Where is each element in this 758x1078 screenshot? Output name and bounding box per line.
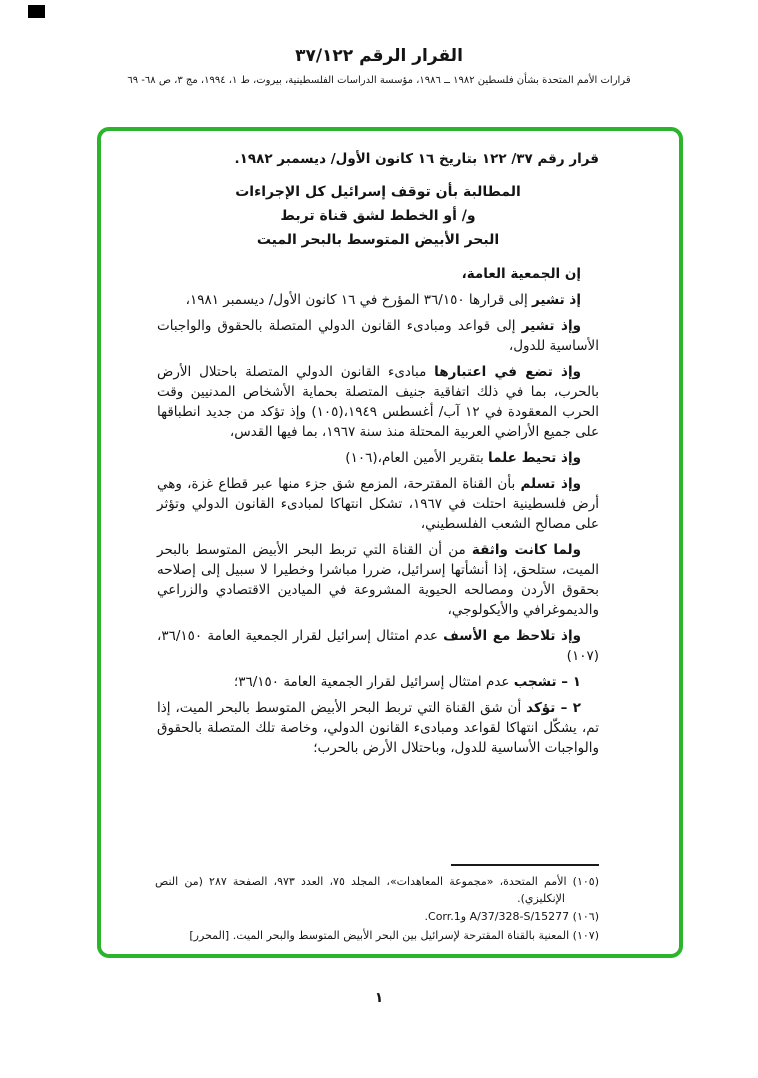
paragraph: [157, 474, 599, 534]
paragraph-text: من أن القناة التي تربط البحر الأبيض المتوسط بالبحر الميت، ستلحق، إذا أنشأتها إسرائيل، ضررا مباشرا وخطيرا لا سبيل إلى إصلاحه بحقوق الأردن ومصالحه الحيوية المشروعة في الميادين الاقتصادي والزراعي والديموغرافي والأيكولوجي،: [157, 542, 599, 618]
paragraph-lead: ٢ – تؤكد: [526, 700, 581, 716]
resolution-title-line: البحر الأبيض المتوسط بالبحر الميت: [256, 232, 500, 248]
paragraph-lead: وإذ تسلم: [520, 476, 581, 492]
paragraph-text: مبادىء القانون الدولي المتصلة باحتلال الأرض بالحرب، بما في ذلك اتفاقية جنيف المتصلة بحماية الأشخاص المدنيين وقت الحرب المعقودة في ١٢ آب/ أغسطس ١٩٤٩،(١٠٥) وإذ تؤكد من جديد انطباقها على جميع الأراضي العربية المحتلة منذ سنة ١٩٦٧، بما فيها القدس،: [157, 364, 599, 440]
paragraph-text: أن شق القناة التي تربط البحر الأبيض المتوسط بالبحر الميت، إذا تم، يشكّل انتهاكا لقواعد ومبادىء القانون الدولي، وخاصة تلك المتصلة بالحقوق والواجبات الأساسية للدول، وباحتلال الأرض بالحرب؛: [157, 700, 599, 756]
paragraph-lead: ١ – تشجب: [513, 674, 581, 690]
page-header: [0, 46, 758, 86]
paragraph-text: إلى قرارها ٣٦/١٥٠ المؤرخ في ١٦ كانون الأول/ ديسمبر ١٩٨١،: [185, 292, 533, 308]
document-frame: [97, 127, 683, 958]
resolution-date-line: قرار رقم ٣٧/ ١٢٢ بتاريخ ١٦ كانون الأول/ ديسمبر ١٩٨٢.: [234, 151, 599, 167]
paragraph-text: عدم امتثال إسرائيل لقرار الجمعية العامة ٣٦/١٥٠؛: [233, 674, 514, 690]
paragraph: [157, 626, 599, 666]
header-subtitle: قرارات الأمم المتحدة بشأن فلسطين ١٩٨٢ ــ ١٩٨٦، مؤسسة الدراسات الفلسطينية، بيروت، ط ١، ١٩٩٤، مج ٣، ص ٦٨- ٦٩: [127, 75, 631, 86]
paragraph-lead: إن الجمعية العامة،: [461, 266, 581, 282]
paragraph: [157, 540, 599, 620]
document-body: [157, 149, 599, 758]
footnote-text: A/37/328-S/15277 وCorr.1.: [424, 910, 570, 923]
header-title: القرار الرقم ٣٧/١٢٢: [295, 46, 463, 66]
resolution-title-line: المطالبة بأن توقف إسرائيل كل الإجراءات: [235, 184, 521, 200]
paragraph-lead: وإذ تضع في اعتبارها: [434, 364, 581, 380]
footnote-number: (١٠٥): [572, 875, 599, 888]
paragraph-lead: وإذ تحيط علما: [488, 450, 581, 466]
footnote: [155, 909, 599, 926]
paragraph-text: بتقرير الأمين العام،(١٠٦): [345, 450, 489, 466]
paragraph: [157, 316, 599, 356]
paragraph-lead: وإذ تلاحظ مع الأسف: [443, 628, 581, 644]
footnote-number: (١٠٦): [572, 910, 599, 923]
paragraph-lead: إذ تشير: [532, 292, 581, 308]
footnote-block: [155, 864, 599, 946]
paragraph: [157, 362, 599, 442]
footnote-text: المعنية بالقناة المقترحة لإسرائيل بين البحر الأبيض المتوسط والبحر الميت. [المحرر]: [189, 928, 570, 942]
paragraph-lead: ولما كانت واثقة: [471, 542, 581, 558]
paragraph: [157, 672, 599, 692]
footnote: [155, 928, 599, 945]
footnotes: [155, 874, 599, 944]
paragraph-text: بأن القناة المقترحة، المزمع شق جزء منها عبر قطاع غزة، وهي أرض فلسطينية احتلت في ١٩٦٧، تشكل انتهاكا لمبادىء القانون الدولي وتؤثر على مصالح الشعب الفلسطيني،: [157, 476, 599, 532]
footnote: [155, 874, 599, 907]
footnote-text: الأمم المتحدة، «مجموعة المعاهدات»، المجلد ٧٥، العدد ٩٧٣، الصفحة ٢٨٧ (من النص الإنكليزي).: [155, 875, 567, 905]
resolution-title: [157, 180, 599, 252]
corner-mark: [28, 5, 45, 18]
paragraph-lead: وإذ تشير: [521, 318, 581, 334]
paragraph: [157, 448, 599, 468]
paragraph: [157, 290, 599, 310]
page-number: ١: [374, 990, 384, 1006]
paragraph: [157, 698, 599, 758]
paragraph: [157, 264, 599, 284]
resolution-title-line: و/ أو الخطط لشق قناة تربط: [280, 208, 476, 224]
footnote-number: (١٠٧): [572, 928, 599, 942]
paragraph-text: إلى قواعد ومبادىء القانون الدولي المتصلة بالحقوق والواجبات الأساسية للدول،: [157, 318, 599, 354]
footnote-rule: [451, 864, 599, 866]
paragraph-text: عدم امتثال إسرائيل لقرار الجمعية العامة ٣٦/١٥٠،(١٠٧): [157, 628, 599, 664]
